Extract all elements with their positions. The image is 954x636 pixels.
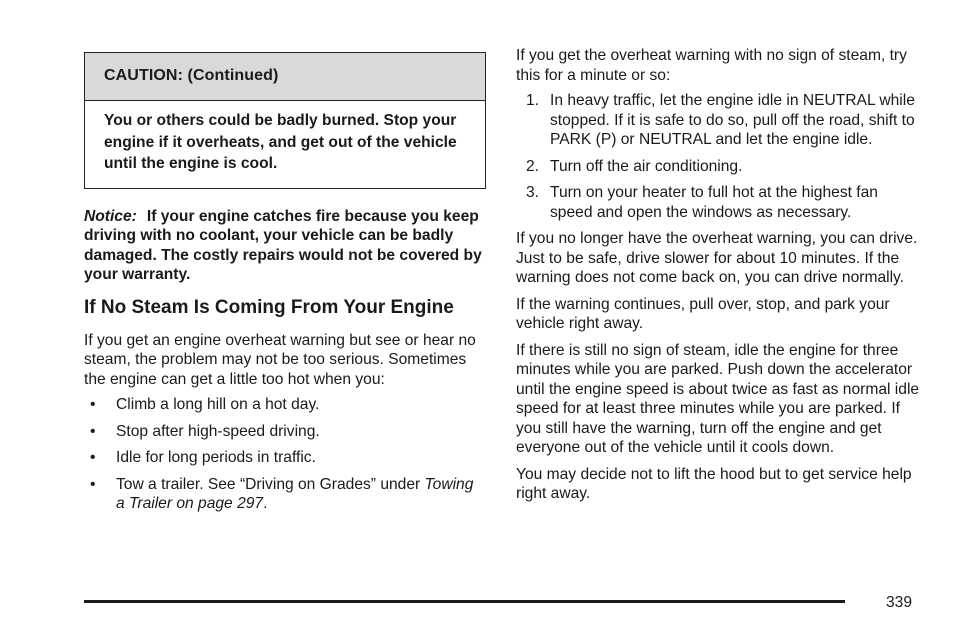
right-paragraph: If there is still no sign of steam, idle the engine for three minutes while you are parked. Push down the accelerator until the engine speed is about twice as fast as normal idle speed for at least three minutes while you are parked. If you still have the warning, turn off the engine and get everyone out of the vehicle until it cools down.: [516, 341, 920, 456]
right-intro: If you get the overheat warning with no sign of steam, try this for a minute or so:: [516, 47, 907, 84]
list-item: [84, 395, 486, 415]
bullet-icon: •: [90, 396, 96, 414]
left-column: [84, 52, 486, 521]
right-column: [516, 46, 920, 504]
list-item: [84, 448, 486, 468]
step-text: Turn on your heater to full hot at the highest fan speed and open the windows as necessary.: [550, 184, 878, 221]
list-item-text: Climb a long hill on a hot day.: [116, 396, 320, 414]
right-paragraph: If you no longer have the overheat warning, you can drive. Just to be safe, drive slower for about 10 minutes. If the warning does not come back on, you can drive normally.: [516, 230, 918, 286]
page-number: 339: [886, 594, 913, 611]
bullet-icon: •: [90, 422, 96, 440]
step-text: In heavy traffic, let the engine idle in NEUTRAL while stopped. If it is safe to do so, pull off the road, shift to PARK (P) or NEUTRAL and let the engine idle.: [550, 92, 915, 148]
step-number: 3.: [526, 184, 540, 201]
bullet-list: [84, 395, 486, 514]
caution-box: [84, 52, 486, 189]
list-item: [84, 475, 486, 514]
right-paragraph: If the warning continues, pull over, stop, and park your vehicle right away.: [516, 295, 890, 332]
section-heading: If No Steam Is Coming From Your Engine: [84, 296, 454, 318]
right-paragraph: You may decide not to lift the hood but to get service help right away.: [516, 465, 912, 502]
list-item-text: Stop after high-speed driving.: [116, 422, 320, 440]
list-item-text: Tow a trailer. See “Driving on Grades” under: [116, 475, 425, 493]
step-item: [516, 91, 920, 150]
caution-heading: CAUTION: (Continued): [85, 53, 485, 101]
step-number: 2.: [526, 157, 540, 175]
notice-label: Notice:: [84, 207, 137, 225]
caution-body: You or others could be badly burned. Stop your engine if it overheats, and get out of the vehicle until the engine is cool.: [104, 112, 457, 172]
step-text: Turn off the air conditioning.: [550, 157, 743, 175]
steps-list: [516, 91, 920, 222]
section-intro: If you get an engine overheat warning but see or hear no steam, the problem may not be too serious. Sometimes the engine can get a little too hot when you:: [84, 331, 476, 388]
page-reference-link[interactable]: Towing a Trailer on page 297: [116, 475, 474, 513]
step-item: [516, 183, 920, 222]
footer-rule: [84, 600, 845, 603]
bullet-icon: •: [90, 475, 96, 493]
step-number: 1.: [526, 92, 540, 109]
list-item-text: Idle for long periods in traffic.: [116, 449, 316, 467]
notice-text: If your engine catches fire because you keep driving with no coolant, your vehicle can be badly damaged. The costly repairs would not be covered by your warranty.: [84, 207, 482, 284]
list-item: [84, 422, 486, 442]
step-item: [516, 157, 920, 177]
list-item-end: .: [263, 495, 268, 513]
notice-paragraph: [84, 207, 486, 285]
bullet-icon: •: [90, 449, 96, 467]
